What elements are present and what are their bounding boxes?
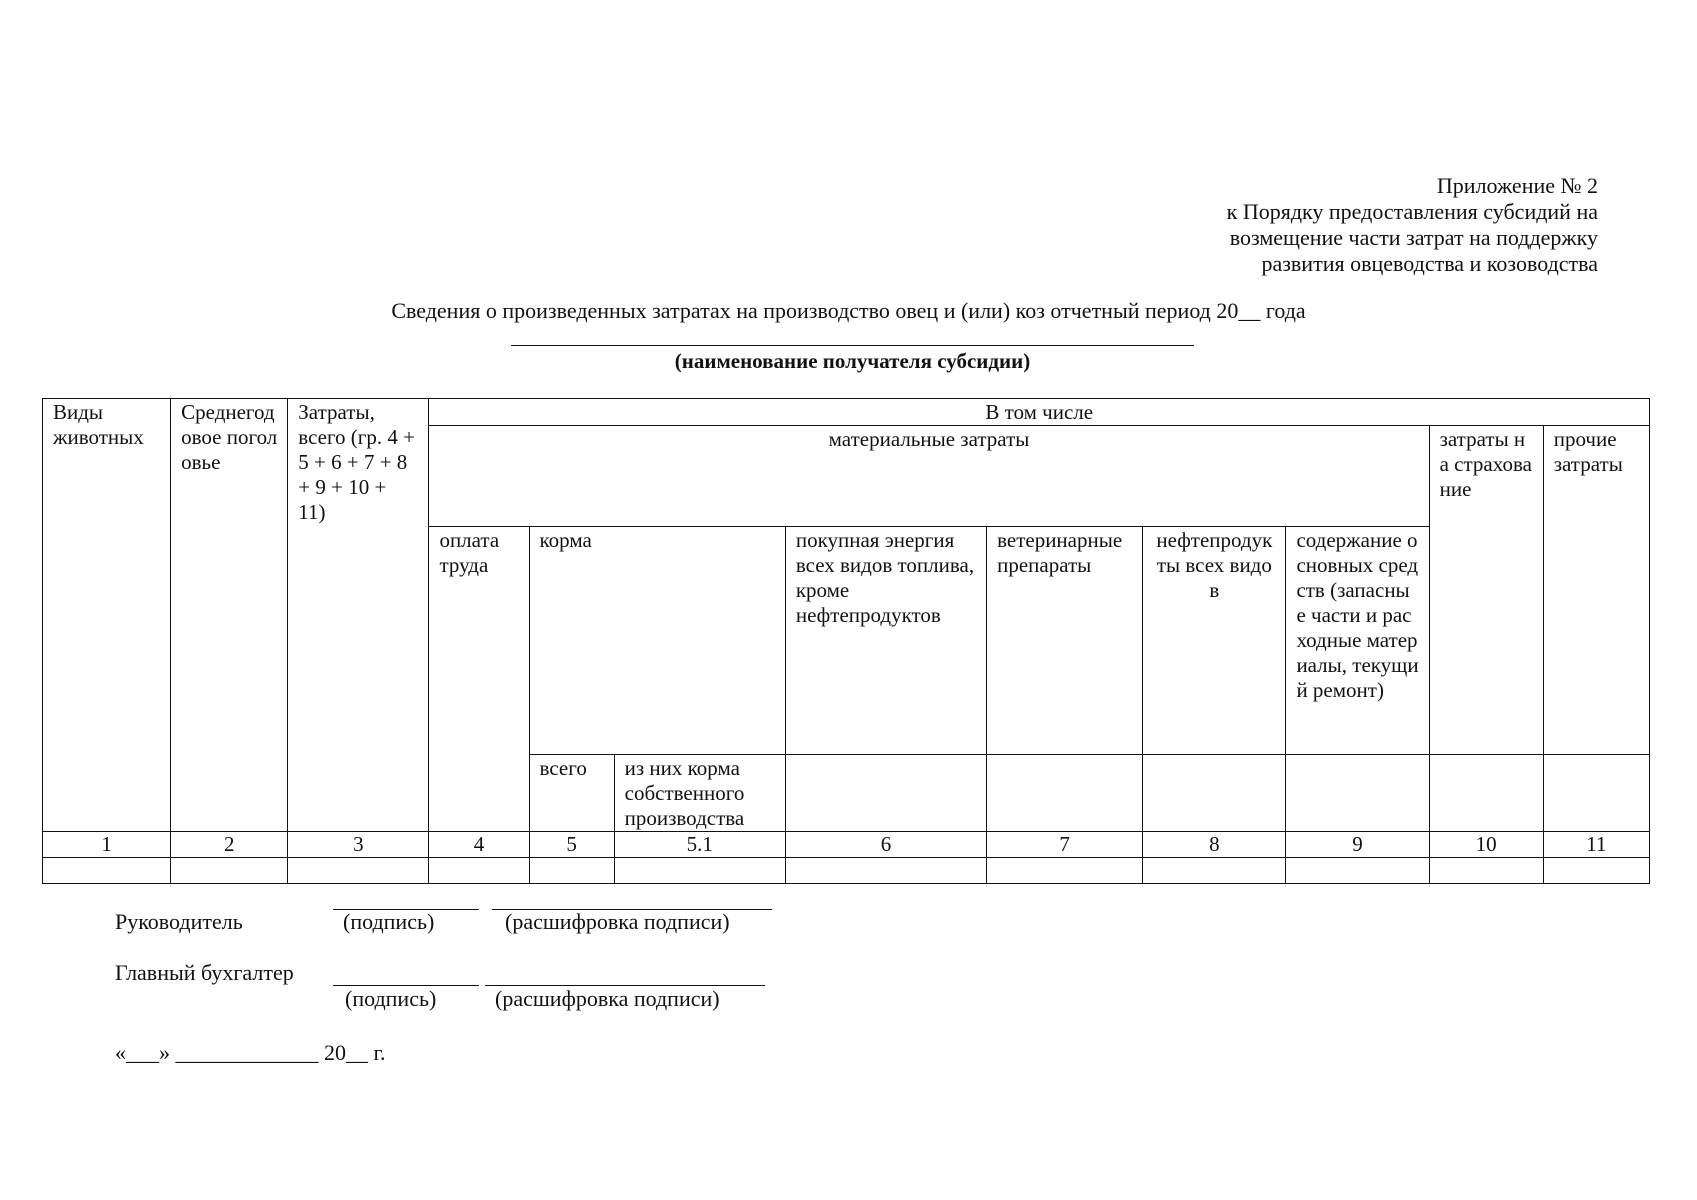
column-number: 5.1 xyxy=(614,832,785,858)
header-other: прочие затраты xyxy=(1543,426,1649,755)
empty-cell xyxy=(987,755,1143,832)
head-label: Руководитель xyxy=(115,909,243,934)
header-fixed-assets: содержание основных средств (запасные части и расходные материалы, текущий ремонт) xyxy=(1286,527,1429,755)
column-number: 2 xyxy=(171,832,288,858)
column-number: 1 xyxy=(43,832,171,858)
accountant-decode-hint: (расшифровка подписи) xyxy=(495,986,720,1011)
table-row xyxy=(43,858,1650,884)
data-cell xyxy=(1143,858,1286,884)
column-numbers-row xyxy=(43,832,1650,858)
empty-cell xyxy=(1429,755,1543,832)
accountant-signature-hint: (подпись) xyxy=(345,986,437,1011)
empty-cell xyxy=(785,755,986,832)
recipient-name-line xyxy=(511,345,1194,346)
empty-cell xyxy=(1543,755,1649,832)
appendix-header xyxy=(1227,173,1598,277)
header-feed: корма xyxy=(529,527,785,755)
data-cell xyxy=(43,858,171,884)
empty-cell xyxy=(1143,755,1286,832)
header-oil-products: нефтепродукты всех видов xyxy=(1143,527,1286,755)
header-vet: ветеринарные препараты xyxy=(987,527,1143,755)
header-material-costs: материальные затраты xyxy=(429,426,1429,527)
data-cell xyxy=(614,858,785,884)
appendix-ref-line-3: развития овцеводства и козоводства xyxy=(1261,251,1598,276)
accountant-label: Главный бухгалтер xyxy=(115,960,294,985)
column-number: 9 xyxy=(1286,832,1429,858)
column-number: 8 xyxy=(1143,832,1286,858)
data-cell xyxy=(429,858,529,884)
header-animals: Виды животных xyxy=(43,399,171,832)
appendix-ref-line-1: к Порядку предоставления субсидий на xyxy=(1226,199,1598,224)
date-line: «___» _____________ 20__ г. xyxy=(115,1040,386,1065)
document-title: Сведения о произведенных затратах на производство овец и (или) коз отчетный период 20__ года xyxy=(391,298,1306,323)
header-including: В том числе xyxy=(429,399,1650,426)
header-livestock: Среднегодовое поголовье xyxy=(171,399,288,832)
header-energy: покупная энергия всех видов топлива, кроме нефтепродуктов xyxy=(785,527,986,755)
data-cell xyxy=(1286,858,1429,884)
header-labor: оплата труда xyxy=(429,527,529,832)
header-feed-total: всего xyxy=(529,755,614,832)
data-cell xyxy=(171,858,288,884)
empty-cell xyxy=(1286,755,1429,832)
column-number: 6 xyxy=(785,832,986,858)
header-total-costs: Затраты, всего (гр. 4 + 5 + 6 + 7 + 8 + 9 + 10 + 11) xyxy=(288,399,429,832)
column-number: 11 xyxy=(1543,832,1649,858)
recipient-caption: (наименование получателя субсидии) xyxy=(674,349,1031,373)
data-cell xyxy=(529,858,614,884)
data-cell xyxy=(1543,858,1649,884)
header-feed-own: из них корма собственного производства xyxy=(614,755,785,832)
column-number: 3 xyxy=(288,832,429,858)
column-number: 4 xyxy=(429,832,529,858)
header-insurance: затраты на страхование xyxy=(1429,426,1543,755)
head-decode-hint: (расшифровка подписи) xyxy=(505,909,730,934)
column-number: 5 xyxy=(529,832,614,858)
appendix-number: Приложение № 2 xyxy=(1436,173,1598,198)
appendix-ref-line-2: возмещение части затрат на поддержку xyxy=(1229,225,1598,250)
data-cell xyxy=(1429,858,1543,884)
data-cell xyxy=(785,858,986,884)
head-signature-hint: (подпись) xyxy=(343,909,435,934)
data-cell xyxy=(288,858,429,884)
costs-table xyxy=(42,398,1650,884)
data-cell xyxy=(987,858,1143,884)
column-number: 10 xyxy=(1429,832,1543,858)
column-number: 7 xyxy=(987,832,1143,858)
